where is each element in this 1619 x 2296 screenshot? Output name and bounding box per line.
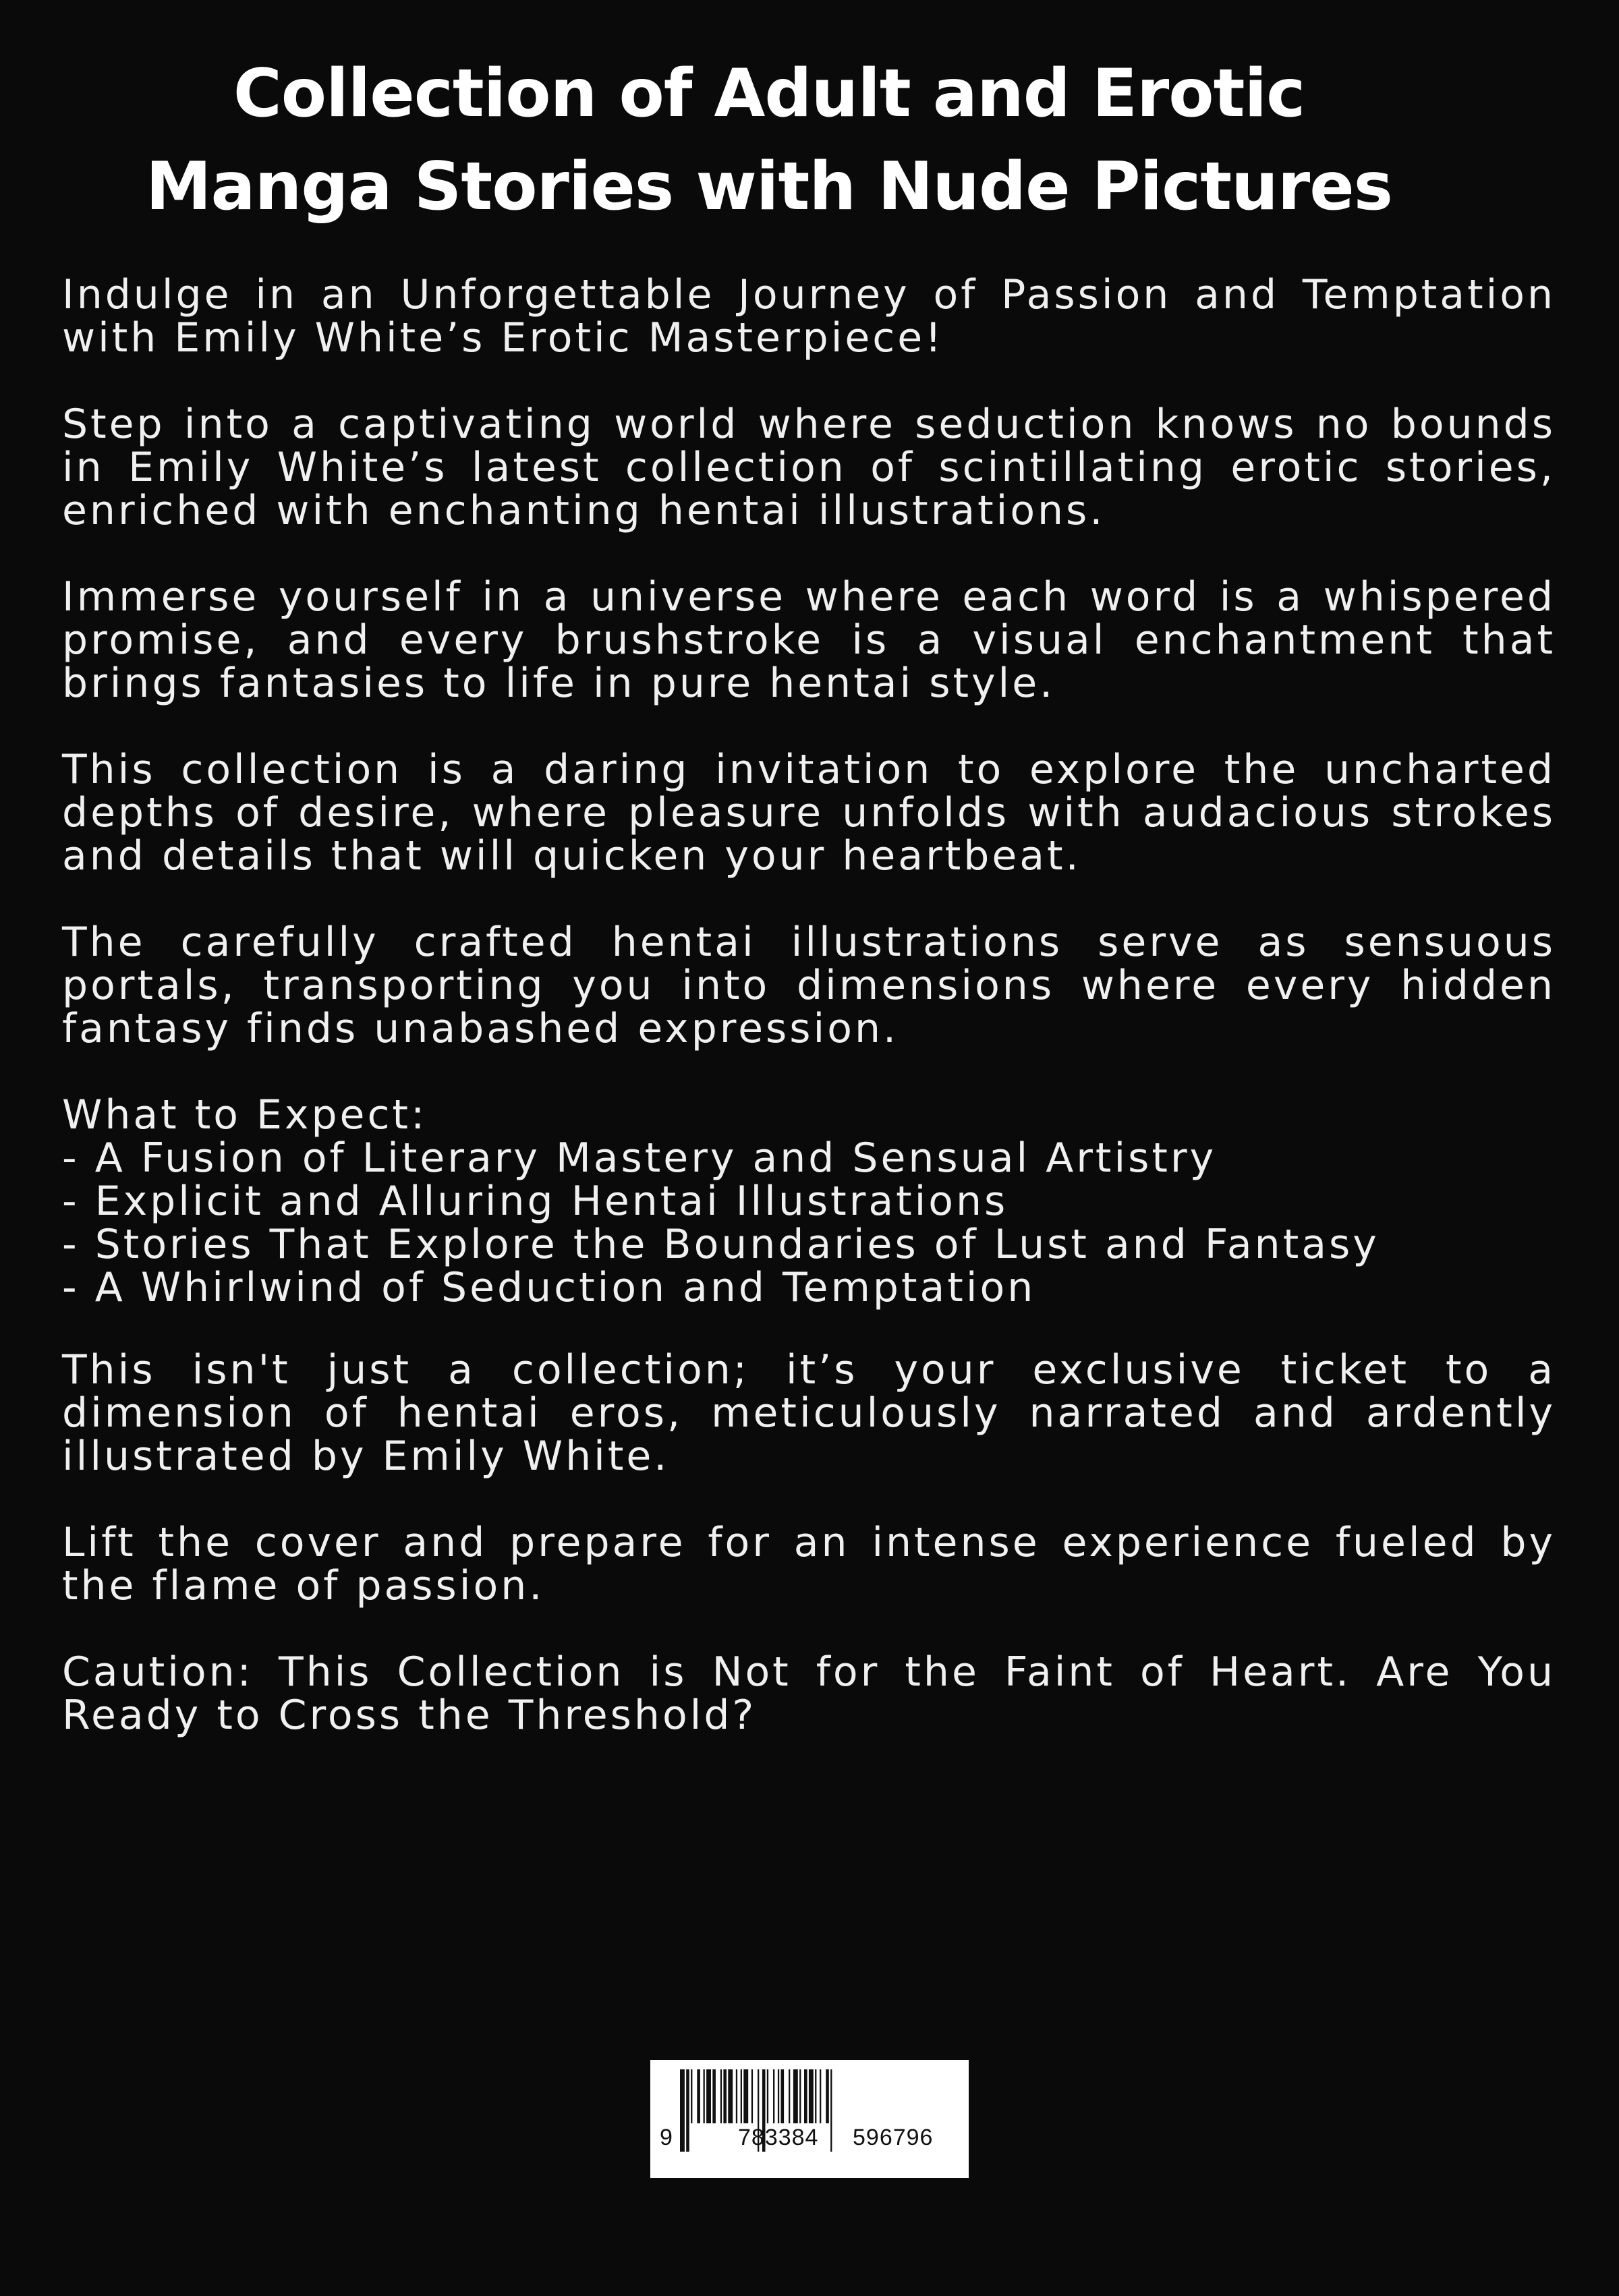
blurb-paragraph: Indulge in an Unforgettable Journey of Passion and Temptation with Emily White’s Erotic Masterpiece! xyxy=(62,271,1556,362)
barcode-bar xyxy=(830,2069,832,2152)
isbn-barcode xyxy=(650,2060,969,2178)
barcode-bar xyxy=(826,2069,829,2123)
barcode-bar xyxy=(793,2069,798,2123)
barcode-bar xyxy=(712,2069,716,2123)
barcode-bar xyxy=(781,2069,785,2123)
barcode-bar xyxy=(723,2069,727,2123)
barcode-first-digit: 9 xyxy=(660,2125,673,2150)
closing-paragraph: Lift the cover and prepare for an intense experience fueled by the flame of passion. xyxy=(62,1519,1556,1609)
barcode-bar xyxy=(697,2069,700,2123)
barcode-bar xyxy=(767,2069,768,2123)
what-to-expect-list xyxy=(62,1093,1556,1309)
blurb-paragraph: The carefully crafted hentai illustrations serve as sensuous portals, transporting you into dimensions where every hidden fantasy finds unabashed expression. xyxy=(62,919,1556,1052)
barcode-bar xyxy=(743,2069,748,2123)
caution-paragraph: Caution: This Collection is Not for the Faint of Heart. Are You Ready to Cross the Threshold? xyxy=(62,1648,1556,1739)
cover-title xyxy=(0,47,1538,233)
barcode-bar xyxy=(736,2069,737,2123)
blurb-paragraph: This collection is a daring invitation to explore the uncharted depths of desire, where pleasure unfolds with audacious strokes and details that will quicken your heartbeat. xyxy=(62,746,1556,880)
barcode-bar xyxy=(789,2069,790,2123)
barcode-bar xyxy=(680,2069,685,2152)
barcode-bar xyxy=(804,2069,807,2123)
barcode-bar xyxy=(809,2069,814,2123)
barcode-bar xyxy=(773,2069,774,2123)
barcode-bar xyxy=(691,2069,692,2123)
barcode-bar xyxy=(751,2069,753,2123)
list-item: - A Whirlwind of Seduction and Temptation xyxy=(62,1264,1036,1311)
barcode-bar xyxy=(741,2069,742,2123)
barcode-bars xyxy=(650,2060,969,2178)
list-item: - A Fusion of Literary Mastery and Sensual Artistry xyxy=(62,1135,1217,1182)
blurb-paragraph: Step into a captivating world where seduction knows no bounds in Emily White’s latest collection of scintillating erotic stories, enriched with enchanting hentai illustrations. xyxy=(62,401,1556,534)
barcode-left-digits: 783384 xyxy=(738,2125,819,2150)
barcode-bar xyxy=(720,2069,722,2123)
closing-paragraph: This isn't just a collection; it’s your exclusive ticket to a dimension of hentai eros, meticulously narrated and ardently illustrated by Emily White. xyxy=(62,1346,1556,1480)
barcode-bar xyxy=(820,2069,821,2123)
barcode-bar xyxy=(706,2069,711,2123)
blurb-body xyxy=(62,273,1556,1780)
title-line-2: Manga Stories with Nude Pictures xyxy=(145,148,1393,225)
barcode-bar xyxy=(815,2069,816,2123)
barcode-bar xyxy=(799,2069,801,2123)
barcode-right-digits: 596796 xyxy=(853,2125,934,2150)
blurb-paragraph: Immerse yourself in a universe where each word is a whispered promise, and every brushstroke is a visual enchantment that brings fantasies to life in pure hentai style. xyxy=(62,573,1556,707)
barcode-bar xyxy=(704,2069,705,2123)
title-line-1: Collection of Adult and Erotic xyxy=(233,55,1305,132)
list-item: - Stories That Explore the Boundaries of Lust and Fantasy xyxy=(62,1221,1380,1268)
barcode-bar xyxy=(686,2069,689,2152)
list-item: - Explicit and Alluring Hentai Illustrations xyxy=(62,1178,1009,1225)
list-heading: What to Expect: xyxy=(62,1091,428,1139)
barcode-bar xyxy=(778,2069,779,2123)
barcode-bar xyxy=(728,2069,733,2123)
